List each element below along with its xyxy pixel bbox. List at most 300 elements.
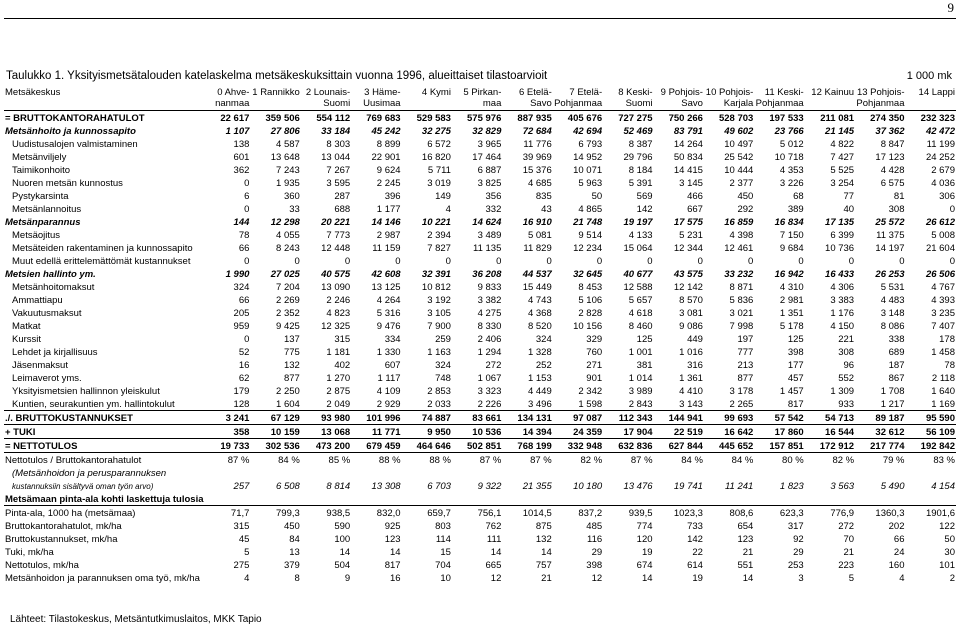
table-cell: 3 143 (679, 399, 703, 410)
table-cell: 1 181 (326, 347, 351, 358)
table-cell: 80 % (782, 455, 804, 466)
table-cell: 138 (233, 139, 250, 150)
table-cell: 1 328 (527, 347, 552, 358)
table-cell: 875 (535, 521, 552, 532)
table-cell: 15 376 (522, 165, 552, 176)
table-cell: 457 (787, 373, 804, 384)
table-cell: 22 519 (654, 425, 704, 439)
table-cell: 17 860 (754, 425, 804, 439)
table-cell: 0 (697, 256, 703, 267)
table-cell: 14 (641, 573, 653, 584)
table-cell: 19 741 (673, 481, 703, 492)
table-cell: 315 (334, 334, 351, 345)
table-cell: 302 536 (250, 439, 300, 453)
table-cell: 120 (636, 534, 653, 545)
table-cell: 1 001 (628, 347, 653, 358)
table-cell: 57 542 (754, 411, 804, 425)
table-cell: 8 (294, 573, 300, 584)
table-cell: 17 123 (875, 152, 905, 163)
table-cell: 24 252 (925, 152, 955, 163)
table-cell: 45 (238, 534, 250, 545)
table-cell: 315 (233, 521, 250, 532)
table-cell: 29 (591, 547, 603, 558)
column-header (402, 88, 452, 111)
column-header-line1: 7 Etelä- (569, 87, 603, 98)
table-cell: 0 (445, 256, 451, 267)
table-cell: 178 (939, 334, 955, 345)
table-cell (905, 466, 956, 479)
table-cell: 6 572 (427, 139, 451, 150)
table-cell: 933 (838, 399, 855, 410)
column-header (654, 88, 704, 111)
table-cell: 529 583 (402, 111, 452, 125)
table-cell: 87 % (479, 455, 502, 466)
table-cell: 6 508 (276, 481, 300, 492)
table-cell: 316 (687, 360, 703, 371)
table-cell: 2 033 (427, 399, 451, 410)
row-label: Kurssit (12, 334, 42, 345)
table-cell: 15 064 (623, 243, 653, 254)
table-cell: 3 019 (427, 178, 451, 189)
table-cell: 329 (586, 334, 603, 345)
table-cell: 10 444 (724, 165, 754, 176)
table-cell: 74 887 (402, 411, 452, 425)
table-cell (805, 466, 855, 479)
table-cell: 4 055 (276, 230, 300, 241)
table-cell: 1 117 (377, 373, 401, 384)
table-cell: 5 963 (578, 178, 603, 189)
table-cell: 66 (893, 534, 905, 545)
table-cell: 1014,5 (522, 508, 552, 519)
table-cell: 887 935 (502, 111, 552, 125)
table-cell: 4 036 (931, 178, 955, 189)
table-cell: 40 (843, 204, 855, 215)
table-cell: 29 796 (623, 152, 653, 163)
table-cell: 4 133 (628, 230, 653, 241)
row-label: Bruttokustannukset, mk/ha (5, 534, 118, 545)
table-cell: 84 (289, 534, 300, 545)
row-label: Muut edellä erittelemättömät kustannukset (12, 256, 191, 267)
table-cell: 116 (586, 534, 603, 545)
table-cell: 8 086 (880, 321, 905, 332)
table-row (4, 267, 956, 280)
table-cell: 0 (748, 256, 754, 267)
table-cell: 1 458 (931, 347, 955, 358)
column-header-metsakeskus: Metsäkeskus (5, 87, 61, 98)
table-cell: 4 618 (628, 308, 653, 319)
table-cell: 137 (283, 334, 300, 345)
column-header-line2: Pohjanmaa (554, 97, 603, 109)
table-cell: 87 % (630, 455, 653, 466)
table-cell (603, 466, 653, 479)
table-cell: 13 044 (321, 152, 351, 163)
table-cell: 23 766 (774, 126, 804, 137)
table-cell: 8 453 (578, 282, 603, 293)
table-cell: 689 (888, 347, 905, 358)
table-cell: 24 (893, 547, 905, 558)
table-cell: 627 844 (654, 439, 704, 453)
table-cell: 0 (949, 256, 955, 267)
row-label: Metsäteiden rakentaminen ja kunnossapito (12, 243, 193, 254)
table-cell: 14 952 (573, 152, 603, 163)
table-cell: 1 823 (779, 481, 804, 492)
row-label: Metsänparannus (5, 217, 81, 228)
table-title: Taulukko 1. Yksityismetsätalouden katelaskelma metsäkeskuksittain vuonna 1996, alueittaiset tilastoarvioit (6, 70, 548, 82)
table-cell: 66 (238, 295, 250, 306)
table-cell: 445 652 (704, 439, 754, 453)
table-cell: 3 105 (427, 308, 451, 319)
table-cell: 665 (485, 560, 502, 571)
table-cell: 7 204 (276, 282, 300, 293)
table-cell: 32 829 (472, 126, 502, 137)
table-cell: 40 575 (321, 269, 351, 280)
table-cell: 332 948 (553, 439, 603, 453)
table-row (4, 371, 956, 384)
table-cell: 5 231 (679, 230, 703, 241)
table-cell: 8 184 (628, 165, 653, 176)
table-cell: 3 192 (427, 295, 451, 306)
table-cell: 5 081 (527, 230, 552, 241)
table-cell: 221 (838, 334, 855, 345)
table-cell: 132 (535, 534, 552, 545)
table-cell: 3 148 (880, 308, 905, 319)
table-cell: 2 981 (779, 295, 804, 306)
table-cell: 83 661 (452, 411, 502, 425)
table-cell: 4 767 (931, 282, 955, 293)
table-cell: 0 (344, 256, 351, 267)
table-cell: 405 676 (553, 111, 603, 125)
table-cell: 4 (244, 573, 250, 584)
table-cell (654, 466, 704, 479)
table-cell: 2 828 (578, 308, 603, 319)
table-cell: 177 (787, 360, 804, 371)
row-label: Lehdet ja kirjallisuus (12, 347, 98, 358)
table-cell: 2 (949, 573, 955, 584)
table-cell: 13 068 (301, 425, 351, 439)
table-cell: 3 081 (679, 308, 703, 319)
table-cell: 12 461 (724, 243, 754, 254)
table-cell: 9 514 (578, 230, 603, 241)
row-label: Metsien hallinto ym. (5, 269, 96, 280)
table-cell: 128 (233, 399, 250, 410)
table-cell (200, 466, 250, 479)
table-cell: 9 425 (276, 321, 300, 332)
table-cell (502, 466, 552, 479)
table-cell: 2 853 (427, 386, 451, 397)
column-header (250, 88, 300, 111)
table-cell: 569 (636, 191, 653, 202)
table-cell: 7 998 (729, 321, 754, 332)
table-cell: 4 449 (527, 386, 552, 397)
table-cell: 192 842 (905, 439, 956, 453)
table-cell: 21 (742, 547, 754, 558)
table-cell: 14 264 (673, 139, 703, 150)
table-cell: 13 090 (321, 282, 351, 293)
table-cell: 0 (244, 204, 250, 215)
table-cell: 2 679 (931, 165, 955, 176)
table-cell: 84 % (278, 455, 300, 466)
table-cell: 20 221 (321, 217, 351, 228)
table-cell: 14 415 (673, 165, 703, 176)
table-cell: 16 859 (724, 217, 754, 228)
table-cell: 122 (939, 521, 955, 532)
table-cell: 775 (283, 347, 300, 358)
row-label: Metsämaan pinta-ala kohti laskettuja tulosia (5, 494, 204, 505)
table-cell: 306 (939, 191, 955, 202)
row-label: Nettotulos / Bruttokantorahatulot (5, 455, 142, 466)
table-cell: 12 325 (321, 321, 351, 332)
table-cell: 14 197 (875, 243, 905, 254)
table-cell: 1 361 (679, 373, 703, 384)
table-cell: 379 (283, 560, 300, 571)
table-cell: 24 359 (553, 425, 603, 439)
header-row (4, 88, 956, 111)
table-cell: 837,2 (578, 508, 603, 519)
table-cell: 601 (233, 152, 250, 163)
table-cell: 554 112 (301, 111, 351, 125)
source-note: Lähteet: Tilastokeskus, Metsäntutkimuslaitos, MKK Tapio (10, 614, 262, 625)
table-cell: 2 377 (729, 178, 754, 189)
table-row (4, 532, 956, 545)
table-cell: 551 (737, 560, 754, 571)
row-label: + TUKI (4, 425, 200, 439)
table-cell: 332 (485, 204, 502, 215)
table-cell: 6 575 (880, 178, 905, 189)
table-cell: 4 (445, 204, 451, 215)
table-cell: 89 187 (855, 411, 905, 425)
table-cell: 11 135 (473, 243, 502, 254)
table-cell: 26 612 (925, 217, 955, 228)
table-cell: 0 (294, 256, 300, 267)
table-cell: 1 351 (779, 308, 804, 319)
table-cell: 679 459 (351, 439, 401, 453)
table-cell: 750 266 (654, 111, 704, 125)
table-cell: 12 (591, 573, 603, 584)
table-cell: 3 254 (830, 178, 855, 189)
column-header-line2: Savo (681, 97, 703, 109)
table-cell: 97 087 (553, 411, 603, 425)
table-cell: 50 834 (673, 152, 703, 163)
data-table (4, 88, 956, 584)
table-cell: 21 748 (573, 217, 603, 228)
table-row (4, 202, 956, 215)
column-header-line2: Pohjanmaa (856, 97, 905, 109)
table-cell: 0 (244, 178, 250, 189)
table-cell: 213 (737, 360, 754, 371)
table-cell (351, 466, 401, 479)
table-cell (704, 466, 754, 479)
table-row (4, 545, 956, 558)
row-label: Nettotulos, mk/ha (5, 560, 79, 571)
table-cell: 10 812 (421, 282, 451, 293)
table-cell: 590 (334, 521, 351, 532)
table-cell: 774 (636, 521, 653, 532)
row-label: (Metsänhoidon ja perusparannuksen (12, 468, 167, 479)
table-cell: 3 496 (527, 399, 552, 410)
table-cell: 13 125 (371, 282, 401, 293)
table-cell: 32 645 (573, 269, 603, 280)
table-row (4, 111, 956, 125)
row-label: Pinta-ala, 1000 ha (metsämaa) (5, 508, 136, 519)
table-cell: 308 (838, 347, 855, 358)
table-cell: 50 (944, 534, 955, 545)
table-cell: 27 806 (270, 126, 300, 137)
table-cell: 381 (636, 360, 653, 371)
table-cell: 324 (535, 334, 552, 345)
row-label: Metsäojitus (12, 230, 61, 241)
table-row (4, 384, 956, 397)
row-label: Metsänhoito ja kunnossapito (5, 126, 136, 137)
table-cell: 7 773 (326, 230, 351, 241)
row-label: Bruttokantorahatulot, mk/ha (5, 521, 122, 532)
table-cell: 257 (233, 481, 250, 492)
table-cell: 66 (238, 243, 250, 254)
table-cell (452, 492, 502, 506)
table-cell: 83 791 (673, 126, 703, 137)
table-cell: 42 472 (925, 126, 955, 137)
table-cell: 77 (843, 191, 855, 202)
table-cell: 1 163 (427, 347, 451, 358)
table-cell: 19 (641, 547, 653, 558)
table-cell (452, 466, 502, 479)
table-cell: 607 (384, 360, 401, 371)
table-cell: 324 (233, 282, 250, 293)
table-cell: 271 (586, 360, 603, 371)
column-header (351, 88, 401, 111)
table-cell: 62 (238, 373, 250, 384)
table-cell: 473 200 (301, 439, 351, 453)
table-cell: 7 243 (276, 165, 300, 176)
table-cell: 205 (233, 308, 250, 319)
table-cell (200, 492, 250, 506)
table-cell: 10 221 (421, 217, 451, 228)
table-cell (905, 492, 956, 506)
table-cell: 5 490 (880, 481, 905, 492)
table-cell: 2 265 (729, 399, 754, 410)
table-cell: 39 969 (522, 152, 552, 163)
table-cell: 939,5 (628, 508, 653, 519)
table-cell: 3 226 (779, 178, 804, 189)
table-cell: 674 (636, 560, 653, 571)
table-cell: 4 353 (779, 165, 804, 176)
table-cell: 8 847 (880, 139, 905, 150)
table-cell: 87 % (530, 455, 552, 466)
table-cell: 78 (238, 230, 250, 241)
table-cell: 768 199 (502, 439, 552, 453)
table-cell: 112 343 (603, 411, 653, 425)
table-row (4, 571, 956, 584)
table-cell: 42 608 (371, 269, 401, 280)
row-label: Metsänviljely (12, 152, 67, 163)
table-row (4, 439, 956, 453)
table-cell: 2 049 (326, 399, 351, 410)
table-cell: 125 (636, 334, 653, 345)
table-cell: 2 843 (628, 399, 653, 410)
table-cell: 14 (541, 547, 552, 558)
column-header (553, 88, 603, 111)
table-cell: 7 150 (779, 230, 804, 241)
table-cell: 149 (435, 191, 451, 202)
table-cell (553, 492, 603, 506)
table-cell: 25 542 (724, 152, 754, 163)
table-cell: 808,6 (729, 508, 754, 519)
table-cell: 1 067 (477, 373, 502, 384)
table-cell: 2 875 (326, 386, 351, 397)
column-header-line1: 0 Ahve- (217, 87, 250, 98)
table-cell: 6 887 (477, 165, 502, 176)
table-cell: 450 (283, 521, 300, 532)
table-cell: 21 355 (522, 481, 552, 492)
table-cell: 4 428 (880, 165, 905, 176)
table-cell: 5 525 (830, 165, 855, 176)
table-cell: 0 (899, 256, 905, 267)
table-cell: 1 169 (931, 399, 955, 410)
table-cell: 3 989 (628, 386, 653, 397)
table-cell: 3 595 (326, 178, 351, 189)
table-cell: 54 713 (805, 411, 855, 425)
table-cell: 32 612 (855, 425, 905, 439)
table-cell: 157 851 (754, 439, 804, 453)
table-cell: 959 (233, 321, 250, 332)
table-cell: 82 % (580, 455, 603, 466)
table-row (4, 124, 956, 137)
table-cell: 0 (596, 256, 603, 267)
table-cell: 95 590 (905, 411, 956, 425)
table-cell: 40 677 (623, 269, 653, 280)
table-cell: 1 177 (376, 204, 401, 215)
table-cell: 197 533 (754, 111, 804, 125)
table-cell: 1 604 (276, 399, 300, 410)
column-header-line1: 8 Keski- (618, 87, 653, 98)
column-header (805, 88, 855, 111)
table-cell: 938,5 (326, 508, 351, 519)
column-header-line2: Uusimaa (363, 97, 401, 109)
table-cell: 360 (283, 191, 300, 202)
table-cell: 748 (435, 373, 451, 384)
row-label: Nuoren metsän kunnostus (12, 178, 123, 189)
table-row (4, 280, 956, 293)
table-cell: 1 640 (931, 386, 955, 397)
table-cell: 867 (888, 373, 905, 384)
table-cell: 464 646 (402, 439, 452, 453)
column-header-line1: 6 Etelä- (519, 87, 552, 98)
table-cell: 817 (787, 399, 804, 410)
table-cell: 1 457 (779, 386, 804, 397)
table-cell: 614 (687, 560, 703, 571)
table-cell: 92 (793, 534, 804, 545)
table-cell: 13 308 (371, 481, 401, 492)
table-cell: 8 460 (628, 321, 653, 332)
table-cell: 1901,6 (925, 508, 955, 519)
table-cell: 272 (838, 521, 855, 532)
table-cell: 449 (687, 334, 703, 345)
table-cell: 5 531 (880, 282, 905, 293)
table-cell: 7 427 (830, 152, 855, 163)
table-cell: 4 368 (527, 308, 552, 319)
table-cell: 81 (893, 191, 905, 202)
table-cell: 4 275 (477, 308, 502, 319)
table-cell: 4 410 (679, 386, 703, 397)
column-header-line1: 9 Pohjois- (660, 87, 703, 98)
table-cell (754, 492, 804, 506)
table-row (4, 137, 956, 150)
table-cell: 803 (435, 521, 451, 532)
table-row (4, 189, 956, 202)
table-cell: 179 (233, 386, 250, 397)
table-cell (603, 492, 653, 506)
table-cell: 0 (546, 256, 552, 267)
table-cell: 3 021 (729, 308, 754, 319)
